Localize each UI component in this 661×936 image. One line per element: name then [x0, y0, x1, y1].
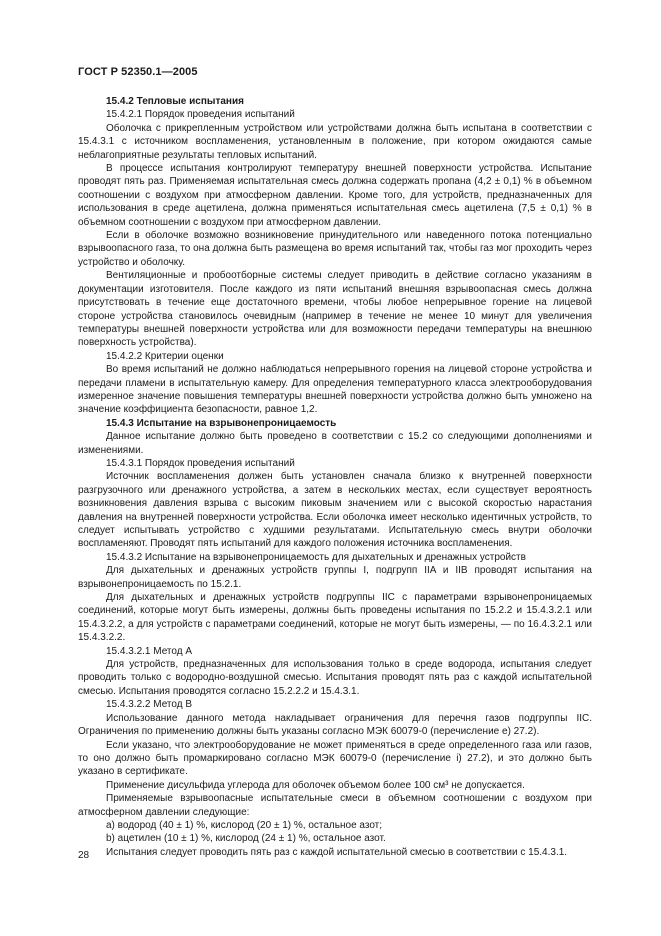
list-item-a: а) водород (40 ± 1) %, кислород (20 ± 1) %, остальное азот;: [106, 819, 383, 831]
subsection-heading-method-b: 15.4.3.2.2 Метод В: [106, 699, 193, 711]
paragraph: Испытания следует проводить пять раз с каждой испытательной смесью в соответствии с 15.4.3.1.: [106, 846, 568, 858]
paragraph: Использование данного метода накладывает ограничения для перечня газов подгруппы IIC. Ограничения по применению должны быть указаны согласно МЭК 60079-0 (перечисление е) 27.2).: [78, 712, 592, 738]
paragraph: Вентиляционные и пробоотборные системы следует приводить в действие согласно указаниям в документации изготовителя. После каждого из пяти испытаний внешняя взрывоопасная смесь должна присутствовать в течение еще достаточного времени, чтобы любое непрерывное горение на лицевой стороне устройства становилось очевидным (например в течение не менее 10 минут для увеличения температуры внешней поверхности устройства или для возможности передачи температуры на внешнюю поверхность устройства).: [78, 270, 592, 349]
paragraph: Применение дисульфида углерода для оболочек объемом более 100 см³ не допускается.: [106, 779, 525, 791]
paragraph: Для дыхательных и дренажных устройств подгруппы IIC с параметрами взрывонепроницаемых соединений, которые могут быть измерены, должны быть проведены испытания по 15.2.2 и 15.4.3.2.1 или 15.4.3.2.2, а для устройств с параметрами соединений, которые не могут быть измерены, — по 16.4.3.2.1 или 15.4.3.2.2.: [78, 592, 592, 644]
paragraph: Если указано, что электрооборудование не может применяться в среде определенного газа или газов, то оно должно быть промаркировано согласно МЭК 60079-0 (перечисление i) 27.2), и это должно быть указано в сертификате.: [78, 739, 592, 778]
paragraph: Для устройств, предназначенных для использования только в среде водорода, испытания следует проводить только с водородно-воздушной смесью. Испытания проводят пять раз с каждой испытательной смесью. Испытания проводятся согласно 15.2.2.2 и 15.4.3.1.: [78, 659, 592, 697]
paragraph: Применяемые взрывоопасные испытательные смеси в объемном соотношении с воздухом при атмосферном давлении следующие:: [78, 793, 592, 818]
section-heading-15-4-3: 15.4.3 Испытание на взрывонепроницаемость: [106, 417, 337, 429]
list-item-b: b) ацетилен (10 ± 1) %, кислород (24 ± 1) %, остальное азот.: [106, 833, 386, 845]
paragraph: Оболочка с прикрепленным устройством или устройствами должна быть испытана в соответствии с 15.4.3.1 с источником воспламенения, установленным в положение, при котором ожидаются самые неблагоприятные результаты тепловых испытаний.: [78, 122, 592, 161]
paragraph: Во время испытаний не должно наблюдаться непрерывного горения на лицевой стороне устройства и передачи пламени в испытательную камеру. Для определения температурного класса электрооборудования измеренное значение повышения температуры внешней поверхности устройства должно быть умножено на значение коэффициента безопасности, равное 1,2.: [78, 364, 592, 416]
subsection-heading-15-4-2-1: 15.4.2.1 Порядок проведения испытаний: [106, 109, 295, 121]
paragraph: Если в оболочке возможно возникновение принудительного или наведенного потока потенциально взрывоопасного газа, то она должна быть размещена во время испытаний так, чтобы газ мог проходить через устройство и оболочку.: [78, 230, 592, 268]
page-number: 28: [78, 850, 90, 861]
document-header: ГОСТ Р 52350.1—2005: [78, 66, 198, 78]
paragraph: Источник воспламенения должен быть установлен сначала близко к внутренней поверхности разгрузочного или дренажного устройства, а затем в нескольких местах, если существует вероятность возникновения давления взрыва с высоким пиковым значением или с высокой скоростью нарастания давления на внутренней поверхности устройства. Если оболочка имеет несколько идентичных устройств, то следует испытывать устройство с худшими результатами. Испытательную смесь внутри оболочки воспламеняют. Проводят пять испытаний для каждого положения источника воспламенения.: [78, 471, 592, 550]
subsection-heading-15-4-3-2: 15.4.3.2 Испытание на взрывонепроницаемость для дыхательных и дренажных устройств: [106, 551, 526, 563]
subsection-heading-15-4-2-2: 15.4.2.2 Критерии оценки: [106, 350, 224, 362]
paragraph: Для дыхательных и дренажных устройств группы I, подгрупп IIA и IIB проводят испытания на взрывонепроницаемость по 15.2.1.: [78, 565, 592, 590]
document-body: [78, 95, 592, 859]
paragraph: В процессе испытания контролируют температуру внешней поверхности устройства. Испытание проводят пять раз. Применяемая испытательная смесь должна содержать пропана (4,2 ± 0,1) % в объемном соотношении с воздухом при атмосферном давлении. Кроме того, для устройств, предназначенных для использования в среде ацетилена, должна применяться испытательная смесь ацетилена (7,5 ± 0,1) % в объемном соотношении с воздухом при атмосферном давлении.: [78, 163, 592, 228]
paragraph: Данное испытание должно быть проведено в соответствии с 15.2 со следующими дополнениями и изменениями.: [78, 431, 592, 456]
subsection-heading-method-a: 15.4.3.2.1 Метод А: [106, 645, 193, 657]
section-heading-15-4-2: 15.4.2 Тепловые испытания: [106, 96, 244, 107]
subsection-heading-15-4-3-1: 15.4.3.1 Порядок проведения испытаний: [106, 457, 295, 469]
